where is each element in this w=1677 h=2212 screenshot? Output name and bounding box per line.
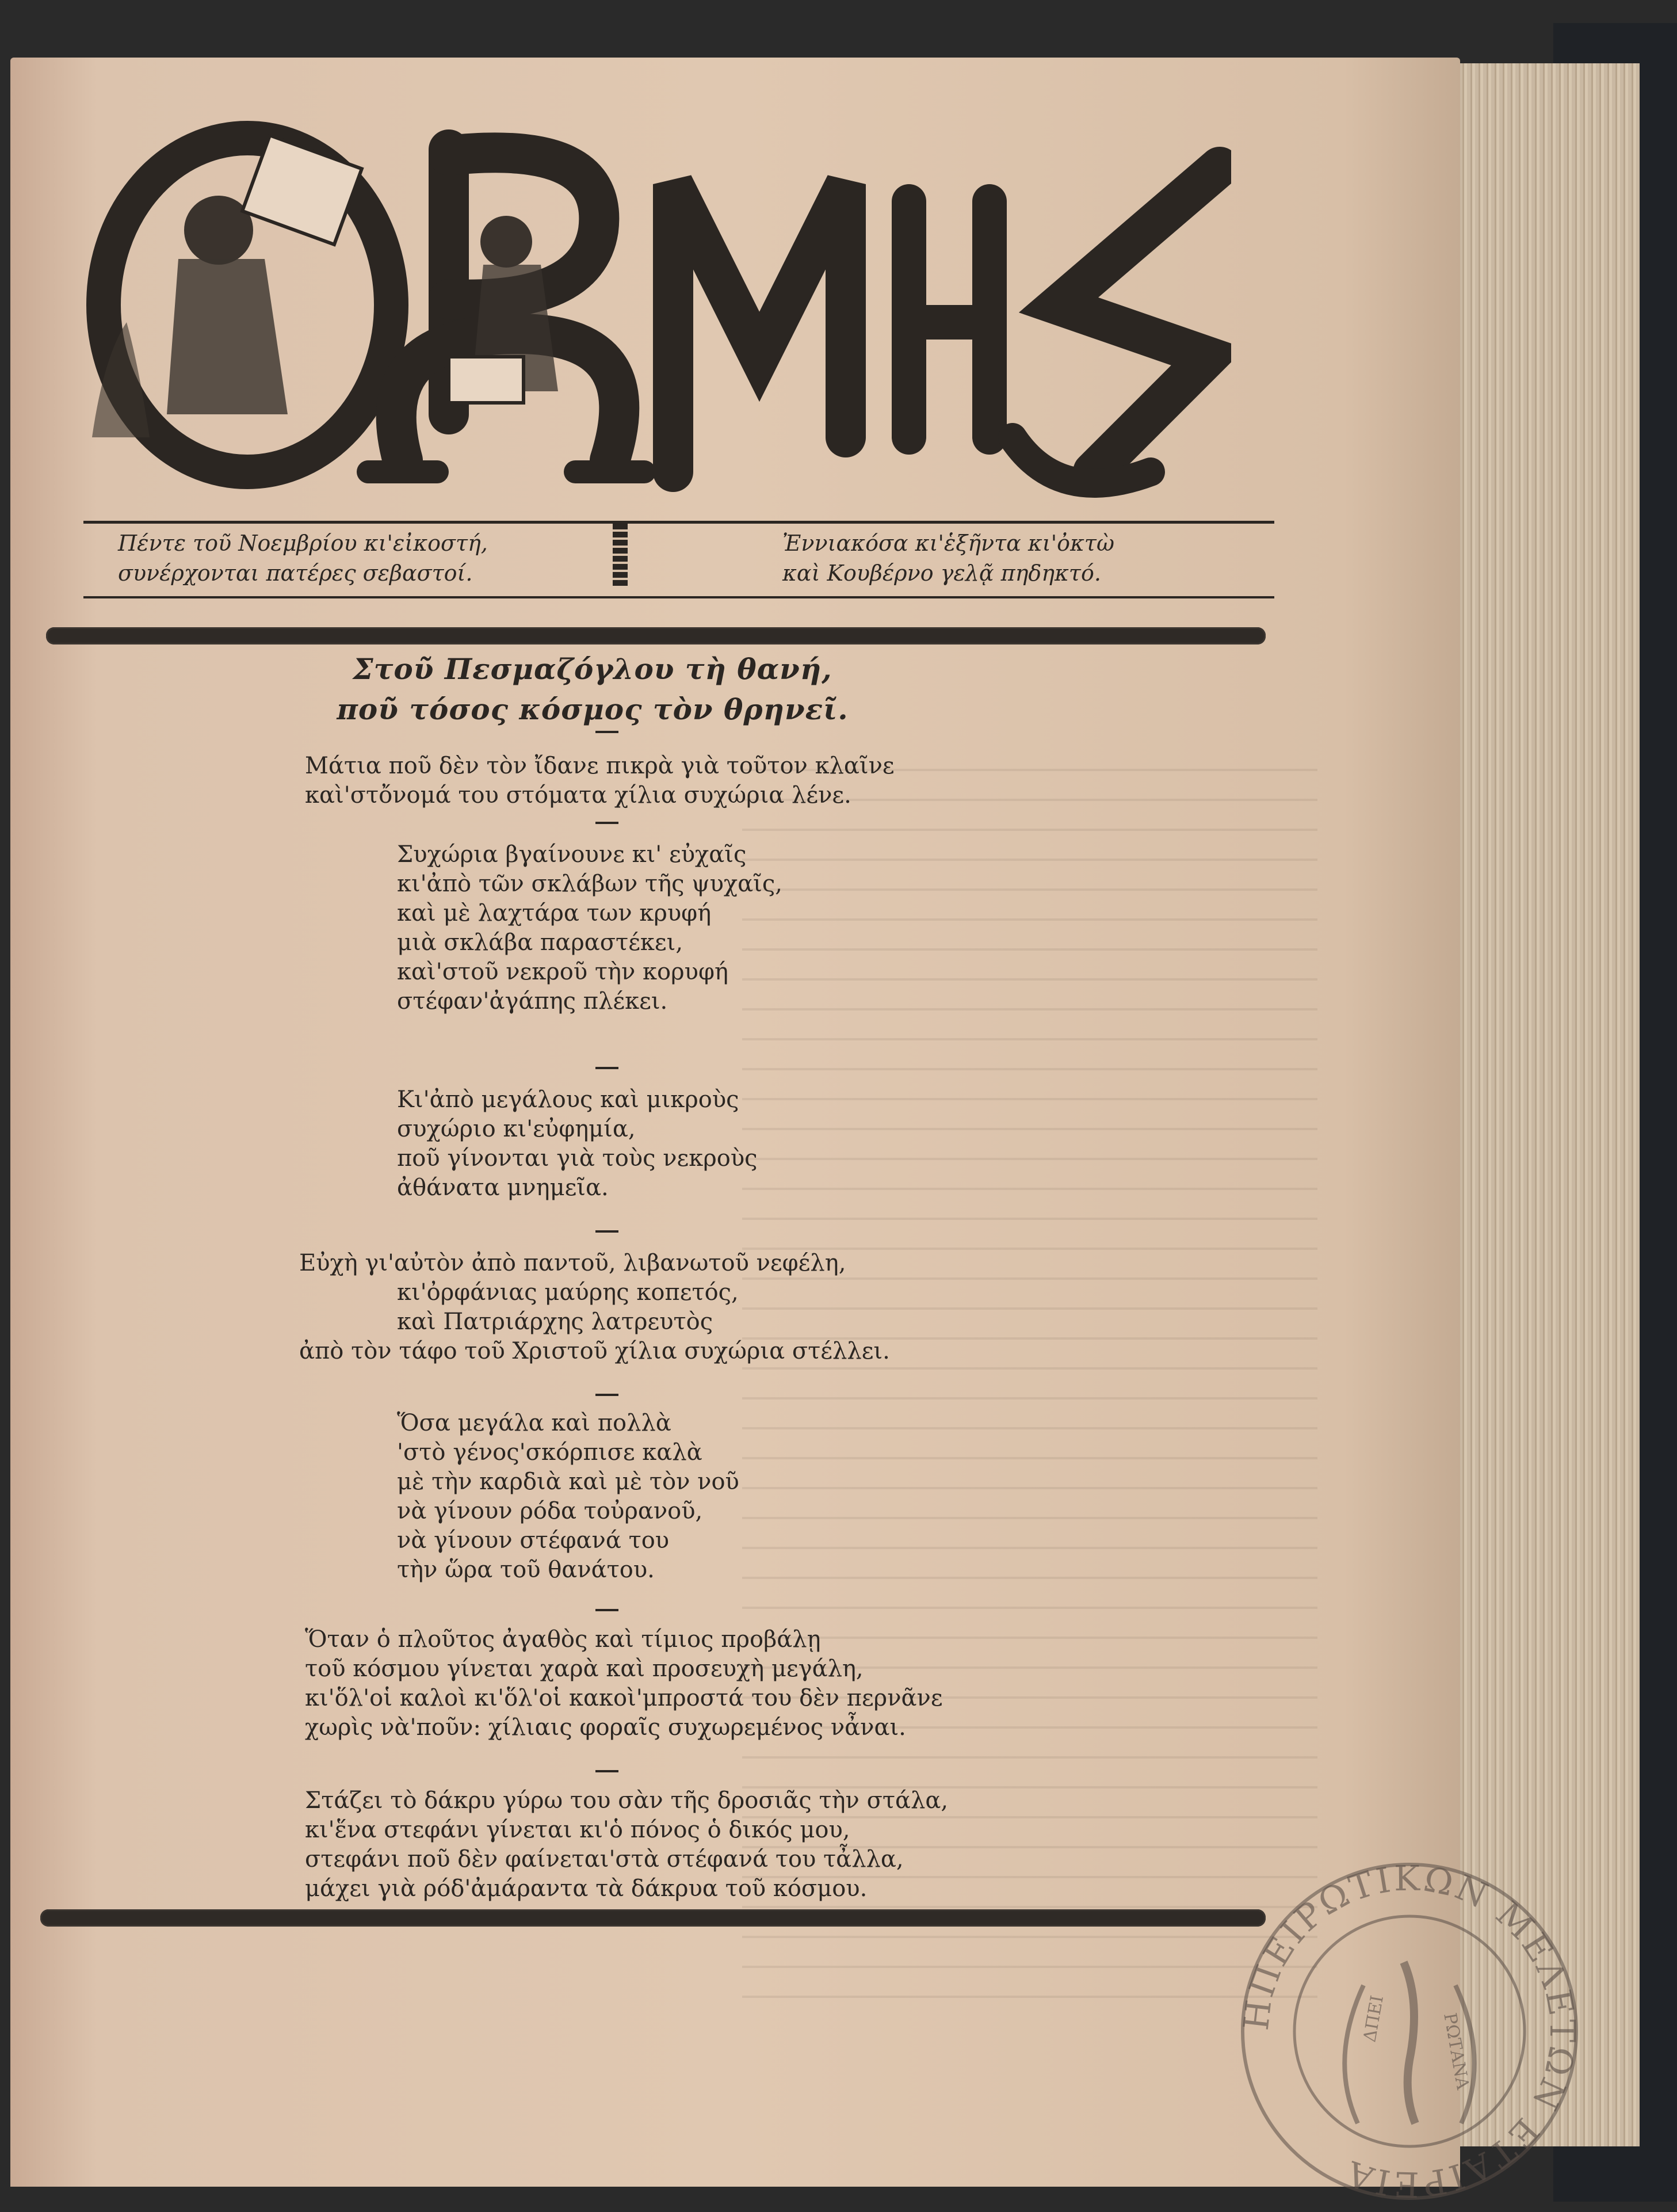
stanza-6: Ὅταν ὁ πλοῦτος ἀγαθὸς καὶ τίμιος προβάλῃ τοῦ κόσμου γίνεται χαρὰ καὶ προσευχὴ μεγάλη, κι'ὅλ'οἱ καλοὶ κι'ὅλ'οἱ κακοὶ'μπροστά του δὲν περνᾶνε χωρὶς νὰ'ποῦν: χίλιαις φοραῖς συχωρεμένος νἆναι.	[305, 1626, 943, 1741]
stanza-dash	[595, 1067, 618, 1069]
stanza-dash	[595, 1394, 618, 1396]
seal-ring-text: ΗΠΕΙΡΩΤΙΚΩΝ ΜΕΛΕΤΩΝ ΕΤΑΙΡΕΙΑ	[1236, 1858, 1583, 2205]
stanza-1: Μάτια ποῦ δὲν τὸν ἴδανε πικρὰ γιὰ τοῦτον κλαῖνε καὶ'στὄνομά του στόματα χίλια συχώρια λένε.	[305, 753, 895, 808]
svg-text:ΗΠΕΙΡΩΤΙΚΩΝ ΜΕΛΕΤΩΝ ΕΤΑΙΡΕΙΑ	[1236, 1859, 1582, 2205]
motto-left: Πέντε τοῦ Νοεμβρίου κι'εἰκοστή, συνέρχονται πατέρες σεβαστοί.	[118, 531, 488, 586]
stanza-5: Ὅσα μεγάλα καὶ πολλὰ 'στὸ γένος'σκόρπισε καλὰ μὲ τὴν καρδιὰ καὶ μὲ τὸν νοῦ νὰ γίνουν ρόδα τοὐρανοῦ, νὰ γίνουν στέφανά του τὴν ὥρα τοῦ θανάτου.	[397, 1410, 739, 1583]
bottom-thick-bar	[40, 1909, 1266, 1927]
seal-inner-right: ΡΩΤΑΝΑ	[1439, 2011, 1473, 2091]
article-title: Στοῦ Πεσμαζόγλου τὴ θανή, ποῦ τόσος κόσμος τὸν θρηνεῖ.	[337, 652, 849, 726]
masthead-illustration	[81, 115, 1231, 518]
stanza-4: Εὐχὴ γι'αὐτὸν ἀπὸ παντοῦ, λιβανωτοῦ νεφέλη, κι'ὀρφάνιας μαύρης κοπετός, καὶ Πατριάρχης λατρευτὸς ἀπὸ τὸν τάφο τοῦ Χριστοῦ χίλια συχώρια στέλλει.	[299, 1250, 890, 1364]
seal-inner-left: ΔΠΕΙ	[1359, 1993, 1388, 2044]
masthead-rule-top	[83, 521, 1274, 524]
stanza-2: Συχώρια βγαίνουνε κι' εὐχαῖς κι'ἀπὸ τῶν σκλάβων τῆς ψυχαῖς, καὶ μὲ λαχτάρα των κρυφή μιὰ σκλάβα παραστέκει, καὶ'στοῦ νεκροῦ τὴν κορυφή στέφαν'ἀγάπης πλέκει.	[397, 841, 782, 1015]
stanza-dash	[595, 822, 618, 824]
top-thick-bar	[46, 627, 1266, 644]
motto-divider-ornament	[613, 524, 628, 586]
masthead-logo	[81, 115, 1231, 518]
stanza-3: Κι'ἀπὸ μεγάλους καὶ μικροὺς συχώριο κι'εὐφημία, ποῦ γίνονται γιὰ τοὺς νεκροὺς ἀθάνατα μνημεῖα.	[397, 1086, 758, 1201]
motto-right: Ἐννιακόσα κι'ἑξῆντα κι'ὀκτὼ καὶ Κουβέρνο γελᾷ πηδηκτό.	[782, 531, 1114, 586]
masthead-rule-bottom	[83, 596, 1274, 598]
stanza-dash	[595, 1230, 618, 1233]
stanza-7: Στάζει τὸ δάκρυ γύρω του σὰν τῆς δροσιᾶς τὴν στάλα, κι'ἕνα στεφάνι γίνεται κι'ὁ πόνος ὁ δικός μου, στεφάνι ποῦ δὲν φαίνεται'στὰ στέφανά του τἆλλα, μάχει γιὰ ρόδ'ἀμάραντα τὰ δάκρυα τοῦ κόσμου.	[305, 1787, 949, 1902]
stanza-dash	[595, 1770, 618, 1772]
stanza-dash	[595, 1609, 618, 1611]
title-dash	[595, 731, 618, 733]
library-seal-stamp	[1231, 1853, 1588, 2210]
